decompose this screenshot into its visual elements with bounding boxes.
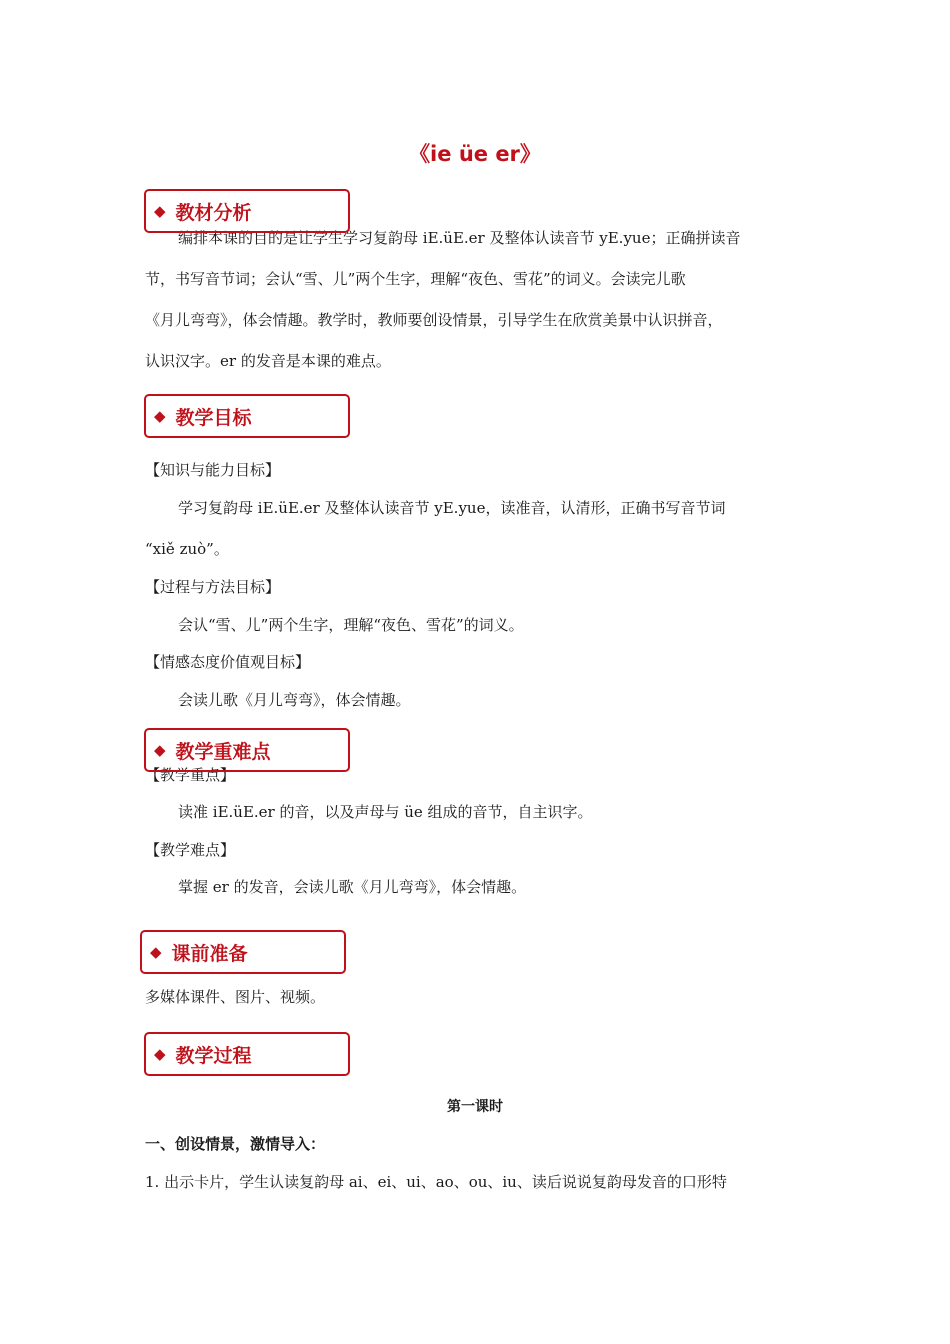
process-label: 【过程与方法目标】	[145, 578, 281, 596]
key-label: 【教学重点】	[145, 766, 236, 784]
knowledge-line-1: 学习复韵母 iE.üE.er 及整体认读音节 yE.yue，读准音，认清形，正确书写音节词	[178, 499, 726, 517]
analysis-line-1: 编排本课的目的是让学生学习复韵母 iE.üE.er 及整体认读音节 yE.yue；正确拼读音	[178, 229, 741, 247]
diamond-icon: ◆	[154, 407, 166, 425]
emotion-label: 【情感态度价值观目标】	[145, 653, 311, 671]
section-header-objectives	[144, 394, 350, 438]
document-title: 《ie üe er》	[409, 142, 541, 166]
knowledge-line-2: “xiě zuò”。	[145, 540, 229, 558]
preparation-text: 多媒体课件、图片、视频。	[145, 988, 326, 1006]
section-title: 教学目标	[175, 406, 252, 429]
difficult-label: 【教学难点】	[145, 841, 236, 859]
diamond-icon: ◆	[154, 202, 166, 220]
step-heading-1: 一、创设情景，激情导入：	[145, 1135, 326, 1153]
section-title: 教学过程	[175, 1044, 252, 1067]
key-text: 读准 iE.üE.er 的音，以及声母与 üe 组成的音节，自主识字。	[178, 803, 593, 821]
emotion-text: 会读儿歌《月儿弯弯》，体会情趣。	[178, 691, 411, 709]
analysis-line-4: 认识汉字。er 的发音是本课的难点。	[145, 352, 391, 370]
section-title: 教学重难点	[175, 740, 271, 763]
diamond-icon: ◆	[154, 741, 166, 759]
section-header-process	[144, 1032, 350, 1076]
section-title: 课前准备	[171, 942, 248, 965]
section-header-preparation	[140, 930, 346, 974]
section-header-analysis	[144, 189, 350, 233]
analysis-line-2: 节，书写音节词；会认“雪、儿”两个生字，理解“夜色、雪花”的词义。会读完儿歌	[145, 270, 686, 288]
step-item-1: 1. 出示卡片，学生认读复韵母 ai、ei、ui、ao、ou、iu、读后说说复韵母发音的口形特	[145, 1173, 727, 1191]
section-header-keypoints	[144, 728, 350, 772]
lesson-heading: 第一课时	[447, 1099, 503, 1115]
section-title: 教材分析	[175, 201, 252, 224]
diamond-icon: ◆	[150, 943, 162, 961]
knowledge-label: 【知识与能力目标】	[145, 461, 281, 479]
difficult-text: 掌握 er 的发音，会读儿歌《月儿弯弯》，体会情趣。	[178, 878, 527, 896]
process-text: 会认“雪、儿”两个生字，理解“夜色、雪花”的词义。	[178, 616, 524, 634]
analysis-line-3: 《月儿弯弯》，体会情趣。教学时，教师要创设情景，引导学生在欣赏美景中认识拼音，	[145, 311, 723, 329]
diamond-icon: ◆	[154, 1045, 166, 1063]
